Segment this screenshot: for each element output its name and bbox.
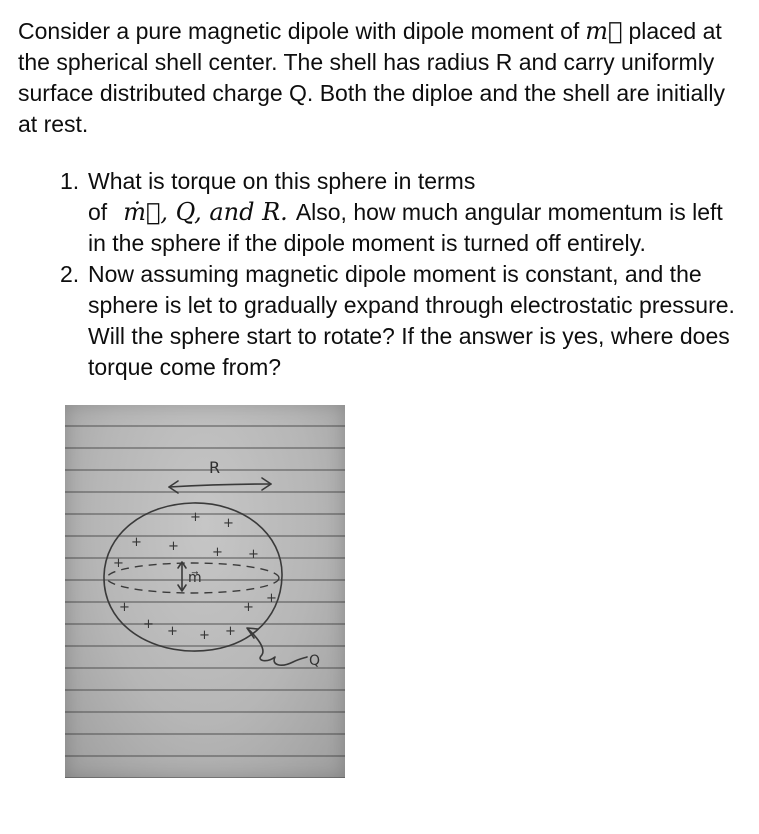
dipole-label: m⃗ bbox=[188, 570, 202, 586]
intro-text-after-math: placed at the spherical shell center. The shell has radius R and carry uniformly surface distributed charge Q. Both the diploe and the shell are initially at rest. bbox=[18, 18, 726, 137]
question-2-number: 2. bbox=[60, 261, 80, 287]
plus-charge-mark: + bbox=[248, 547, 259, 562]
plus-charge-mark: + bbox=[212, 545, 223, 560]
question-1-text bbox=[88, 166, 736, 259]
plus-charge-mark: + bbox=[223, 516, 234, 531]
plus-charge-mark: + bbox=[225, 624, 236, 639]
question-1-text-after-math: Also, how much angular momentum is left in the sphere if the dipole moment is turned off entirely. bbox=[88, 199, 723, 256]
plus-charge-mark: + bbox=[190, 510, 201, 525]
plus-charge-mark: + bbox=[167, 624, 178, 639]
radius-label: R bbox=[209, 458, 221, 477]
intro-text-before-math: Consider a pure magnetic dipole with dipole moment of bbox=[18, 18, 580, 44]
plus-charge-mark: + bbox=[168, 539, 179, 554]
question-list bbox=[18, 166, 739, 383]
plus-charge-mark: + bbox=[243, 600, 254, 615]
charge-pointer-line bbox=[248, 629, 307, 665]
figure-photo bbox=[65, 405, 345, 778]
plus-charge-mark: + bbox=[199, 628, 210, 643]
question-1-text-before-math: What is torque on this sphere in terms of bbox=[88, 168, 476, 225]
math-mdot-q-r: ṁ⃗, Q, and R. bbox=[123, 198, 288, 226]
question-2-text-body: Now assuming magnetic dipole moment is constant, and the sphere is let to gradually expand through electrostatic pressure. Will the sphere start to rotate? If the answer is yes, where does torque come from? bbox=[88, 261, 735, 380]
question-1-number: 1. bbox=[60, 168, 80, 194]
plus-charge-mark: + bbox=[113, 556, 124, 571]
plus-charge-mark: + bbox=[143, 617, 154, 632]
plus-charge-mark: + bbox=[119, 600, 130, 615]
math-m-vector: m⃗ bbox=[585, 17, 623, 45]
charge-label: Q bbox=[309, 653, 321, 669]
question-item-1 bbox=[60, 166, 739, 259]
radius-arrow-line bbox=[169, 484, 271, 487]
plus-charge-mark: + bbox=[131, 535, 142, 550]
question-item-2 bbox=[60, 259, 739, 383]
figure-drawing bbox=[65, 405, 345, 778]
question-2-text bbox=[88, 259, 736, 383]
plus-charge-mark: + bbox=[266, 591, 277, 606]
sphere-diagram bbox=[104, 458, 320, 669]
intro-paragraph bbox=[18, 16, 734, 140]
